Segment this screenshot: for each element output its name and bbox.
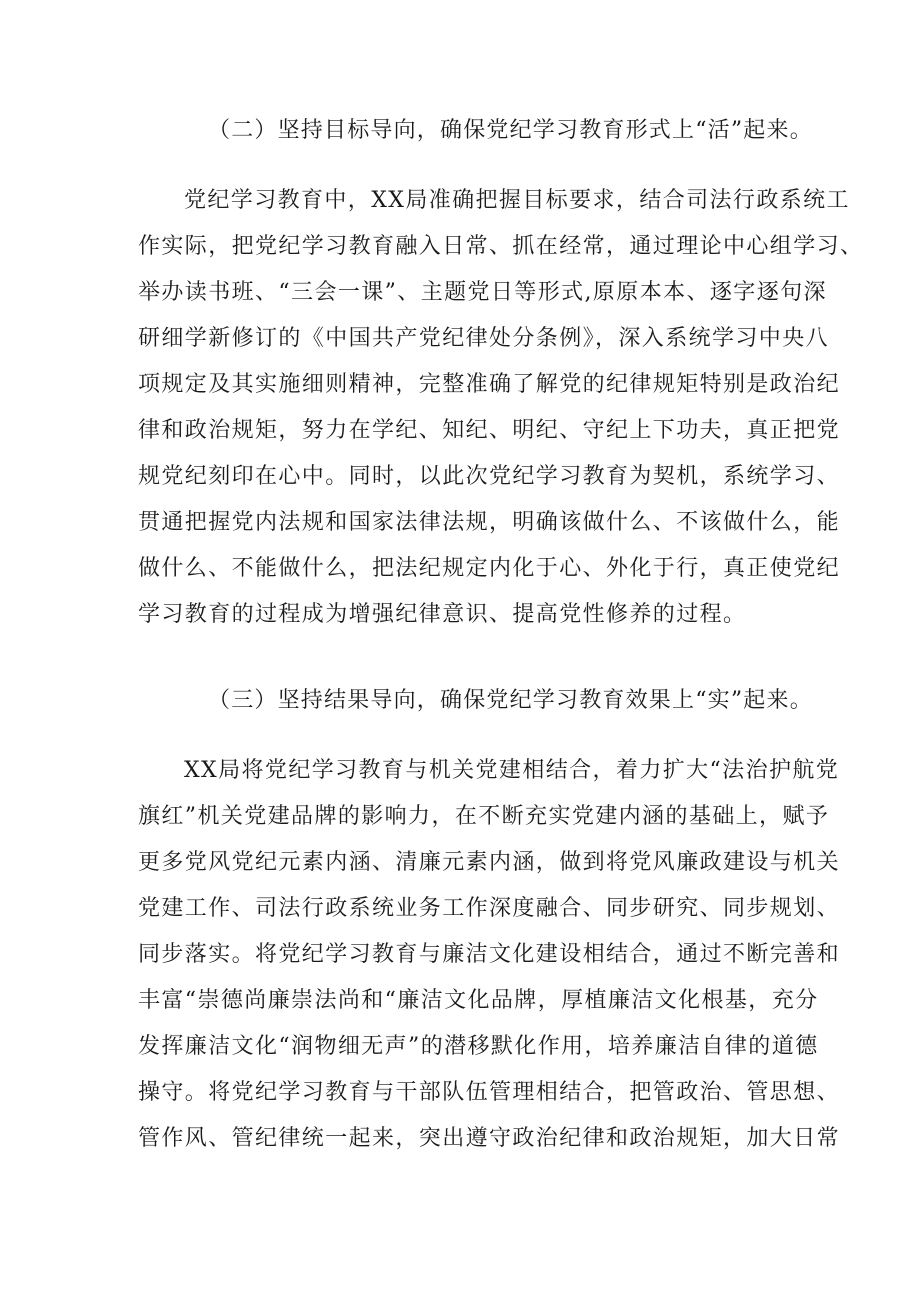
paragraph-line: 举办读书班、“三会一课”、主题党日等形式,原原本本、逐字逐句深 [138,280,827,305]
paragraph-line: XX局将党纪学习教育与机关党建相结合，着力扩大“法治护航党 [184,758,840,783]
paragraph-line: 旗红”机关党建品牌的影响力，在不断充实党建内涵的基础上，赋予 [138,804,830,829]
paragraph-line: 规党纪刻印在心中。同时，以此次党纪学习教育为契机，系统学习、 [138,464,841,489]
paragraph-line: 学习教育的过程成为增强纪律意识、提高党性修养的过程。 [138,602,747,627]
paragraph-line: 同步落实。将党纪学习教育与廉洁文化建设相结合，通过不断完善和 [138,942,841,967]
paragraph-line: 律和政治规矩，努力在学纪、知纪、明纪、守纪上下功夫，真正把党 [138,418,841,443]
paragraph-line: 研细学新修订的《中国共产党纪律处分条例》，深入系统学习中央八 [138,326,830,351]
paragraph-line: 更多党风党纪元素内涵、清廉元素内涵，做到将党风廉政建设与机关 [138,850,841,875]
paragraph-line: 发挥廉洁文化“润物细无声”的潜移默化作用，培养廉洁自律的道德 [138,1034,819,1059]
paragraph-line: 管作风、管纪律统一起来，突出遵守政治纪律和政治规矩，加大日常 [138,1126,841,1151]
section-heading-3: （三）坚持结果导向，确保党纪学习教育效果上“实”起来。 [208,688,813,713]
paragraph-line: 操守。将党纪学习教育与干部队伍管理相结合，把管政治、管思想、 [138,1080,841,1105]
paragraph-line: 丰富“崇德尚廉崇法尚和“廉洁文化品牌，厚植廉洁文化根基，充分 [138,988,819,1013]
paragraph-line: 贯通把握党内法规和国家法律法规，明确该做什么、不该做什么，能 [138,510,841,535]
paragraph-line: 作实际，把党纪学习教育融入日常、抓在经常，通过理论中心组学习、 [138,234,864,259]
paragraph-line: 做什么、不能做什么，把法纪规定内化于心、外化于行，真正使党纪 [138,556,841,581]
paragraph-line: 党建工作、司法行政系统业务工作深度融合、同步研究、同步规划、 [138,896,841,921]
section-heading-2: （二）坚持目标导向，确保党纪学习教育形式上“活”起来。 [208,118,813,143]
paragraph-line: 党纪学习教育中，XX局准确把握目标要求，结合司法行政系统工 [184,188,850,213]
paragraph-line: 项规定及其实施细则精神，完整准确了解党的纪律规矩特别是政治纪 [138,372,841,397]
